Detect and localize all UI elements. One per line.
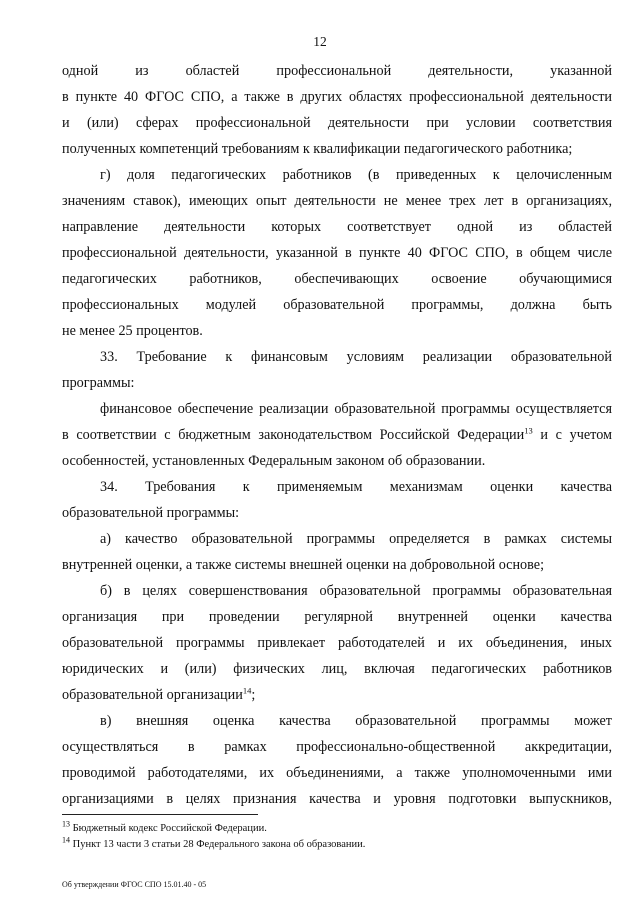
text-line: значениям ставок), имеющих опыт деятельности не менее трех лет в организациях, bbox=[62, 193, 612, 209]
text-line: и (или) сферах профессиональной деятельности при условии соответствия bbox=[62, 115, 612, 131]
text-line: финансовое обеспечение реализации образовательной программы осуществляется bbox=[100, 401, 612, 417]
text-line: особенностей, установленных Федеральным законом об образовании. bbox=[62, 453, 486, 469]
text-line: проводимой работодателями, их объединениями, а также уполномоченными ими bbox=[62, 765, 612, 781]
text-line: образовательной организации$^{14}$; bbox=[62, 685, 256, 703]
footnote-divider bbox=[62, 814, 258, 815]
text-line: осуществляться в рамках профессионально-общественной аккредитации, bbox=[62, 739, 612, 755]
text-line: направление деятельности которых соответствует одной из областей bbox=[62, 219, 612, 235]
document-footer: Об утверждении ФГОС СПО 15.01.40 - 05 bbox=[62, 880, 207, 889]
footnote-ref-14: 14 bbox=[242, 685, 252, 696]
text-line: в пункте 40 ФГОС СПО, а также в других областях профессиональной деятельности bbox=[62, 89, 612, 105]
section-heading-34: 34. Требования к применяемым механизмам оценки качества bbox=[100, 479, 612, 495]
page-number: 12 bbox=[313, 34, 327, 49]
text-line: педагогических работников, обеспечивающих освоение обучающимися bbox=[62, 271, 612, 287]
text-line: образовательной программы: bbox=[62, 505, 240, 521]
text-line: не менее 25 процентов. bbox=[62, 323, 203, 339]
text-line: г) доля педагогических работников (в приведенных к целочисленным bbox=[100, 167, 612, 183]
text-line: в) внешняя оценка качества образовательной программы может bbox=[100, 713, 612, 729]
text-line: организация при проведении регулярной внутренней оценки качества bbox=[62, 609, 612, 625]
text-line: образовательной программы привлекает работодателей и их объединения, иных bbox=[62, 635, 612, 651]
text-line: полученных компетенций требованиям к квалификации педагогического работника; bbox=[62, 141, 573, 157]
text-line: профессиональной деятельности, указанной в пункте 40 ФГОС СПО, в общем числе bbox=[62, 245, 612, 261]
text-line: а) качество образовательной программы определяется в рамках системы bbox=[100, 531, 612, 547]
section-heading-33: 33. Требование к финансовым условиям реализации образовательной bbox=[100, 349, 612, 365]
footnote-ref-13: 13 bbox=[524, 425, 533, 436]
footnote-14: $^{14}$ Пункт 13 части 3 статьи 28 Федерального закона об образовании. bbox=[62, 835, 366, 850]
text-line: профессиональных модулей образовательной программы, должна быть bbox=[62, 297, 612, 313]
text-line: программы: bbox=[62, 375, 135, 391]
text-line: одной из областей профессиональной деятельности, указанной bbox=[62, 63, 612, 79]
text-line: внутренней оценки, а также системы внешней оценки на добровольной основе; bbox=[62, 557, 545, 573]
text-line: юридических и (или) физических лиц, включая педагогических работников bbox=[62, 661, 612, 677]
text-line: организациями в целях признания качества и уровня подготовки выпускников, bbox=[62, 791, 612, 807]
text-line: в соответствии с бюджетным законодательством Российской Федерации$^{13}$ и с учетом bbox=[62, 425, 613, 443]
text-line: б) в целях совершенствования образовательной программы образовательная bbox=[100, 583, 612, 599]
footnote-13: $^{13}$ Бюджетный кодекс Российской Федерации. bbox=[62, 819, 267, 834]
